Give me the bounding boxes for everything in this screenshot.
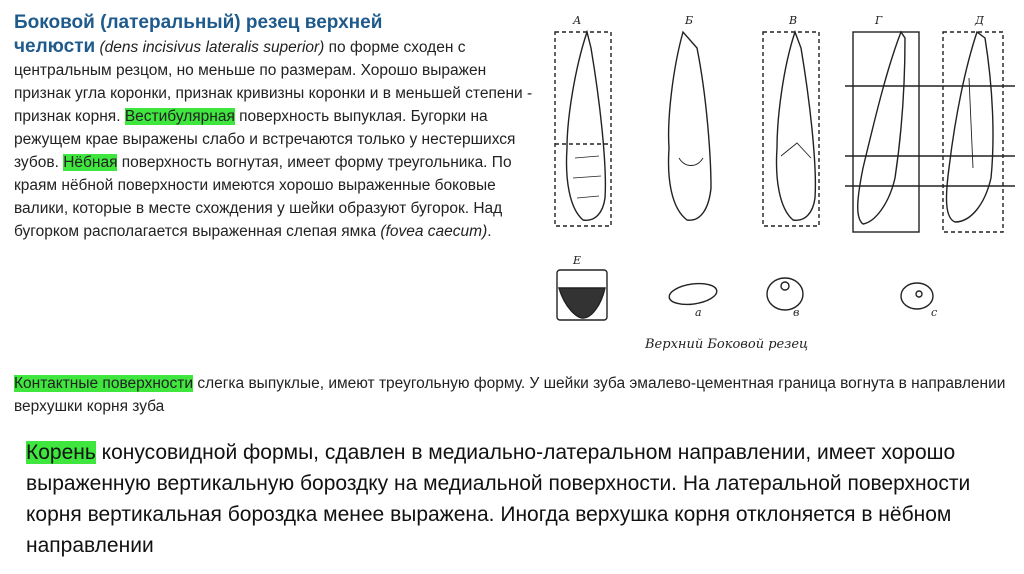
section-label-a: а bbox=[695, 306, 702, 319]
intro-paragraph bbox=[14, 10, 544, 243]
section-label-c: с bbox=[931, 306, 938, 319]
latin-fovea: (fovea caecum) bbox=[380, 223, 488, 240]
frame-d bbox=[943, 32, 1003, 232]
title-part1: Боковой (латеральный) резец верхней bbox=[14, 12, 383, 33]
text-segment: по форме сходен с центральным резцом, но меньше по размерам. Хорошо выражен признак угла коронки, признак кривизны коронки и в меньшей степени - признак корня. bbox=[14, 39, 533, 125]
root-paragraph bbox=[26, 437, 1016, 561]
tooth-v bbox=[777, 32, 816, 220]
label-a: А bbox=[573, 14, 582, 27]
label-b: Б bbox=[685, 14, 694, 27]
label-e: Е bbox=[573, 254, 582, 267]
highlight-vestibular: Вестибулярная bbox=[124, 108, 235, 125]
label-d: Д bbox=[975, 14, 984, 27]
label-g: Г bbox=[875, 14, 883, 27]
text-segment: слегка выпуклые, имеют треугольную форму. У шейки зуба эмалево-цементная граница вогнута в направлении верхушки корня зуба bbox=[14, 375, 1006, 415]
tooth-g bbox=[858, 32, 905, 224]
text-segment: поверхность вогнутая, имеет форму треугольника. По краям нёбной поверхности имеются хорошо выраженные боковые валики, которые в месте схождения у шейки образуют бугорок. Над бугорком располагается выраженная слепая ямка bbox=[14, 154, 512, 240]
section-a bbox=[668, 281, 718, 307]
tooth-e bbox=[559, 288, 605, 318]
contact-paragraph bbox=[14, 372, 1014, 418]
tooth-b bbox=[669, 32, 711, 220]
tooth-d bbox=[947, 32, 993, 222]
text-segment: поверхность выпуклая. Бугорки на режущем крае выражены слабо и встречаются только у нестершихся зубов. bbox=[14, 108, 516, 171]
highlight-root: Корень bbox=[26, 441, 96, 464]
frame-v bbox=[763, 32, 819, 226]
figure-caption: Верхний Боковой резец bbox=[645, 337, 809, 352]
text-segment: конусовидной формы, сдавлен в медиально-латеральном направлении, имеет хорошо выраженную вертикальную бороздку на медиальной поверхности. На латеральной поверхности корня вертикальная бороздка менее выражена. Иногда верхушка корня отклоняется в нёбном направлении bbox=[26, 441, 971, 557]
tooth-a bbox=[567, 32, 606, 220]
highlight-contact: Контактные поверхности bbox=[14, 375, 194, 392]
latin-name: (dens incisivus lateralis superior) bbox=[99, 39, 325, 56]
section-label-v: в bbox=[793, 306, 800, 319]
highlight-palatal: Нёбная bbox=[63, 154, 118, 171]
title-part2: челюсти bbox=[14, 36, 96, 57]
label-v: В bbox=[789, 14, 798, 27]
text-segment: . bbox=[487, 223, 492, 240]
tooth-illustration bbox=[545, 8, 1015, 360]
